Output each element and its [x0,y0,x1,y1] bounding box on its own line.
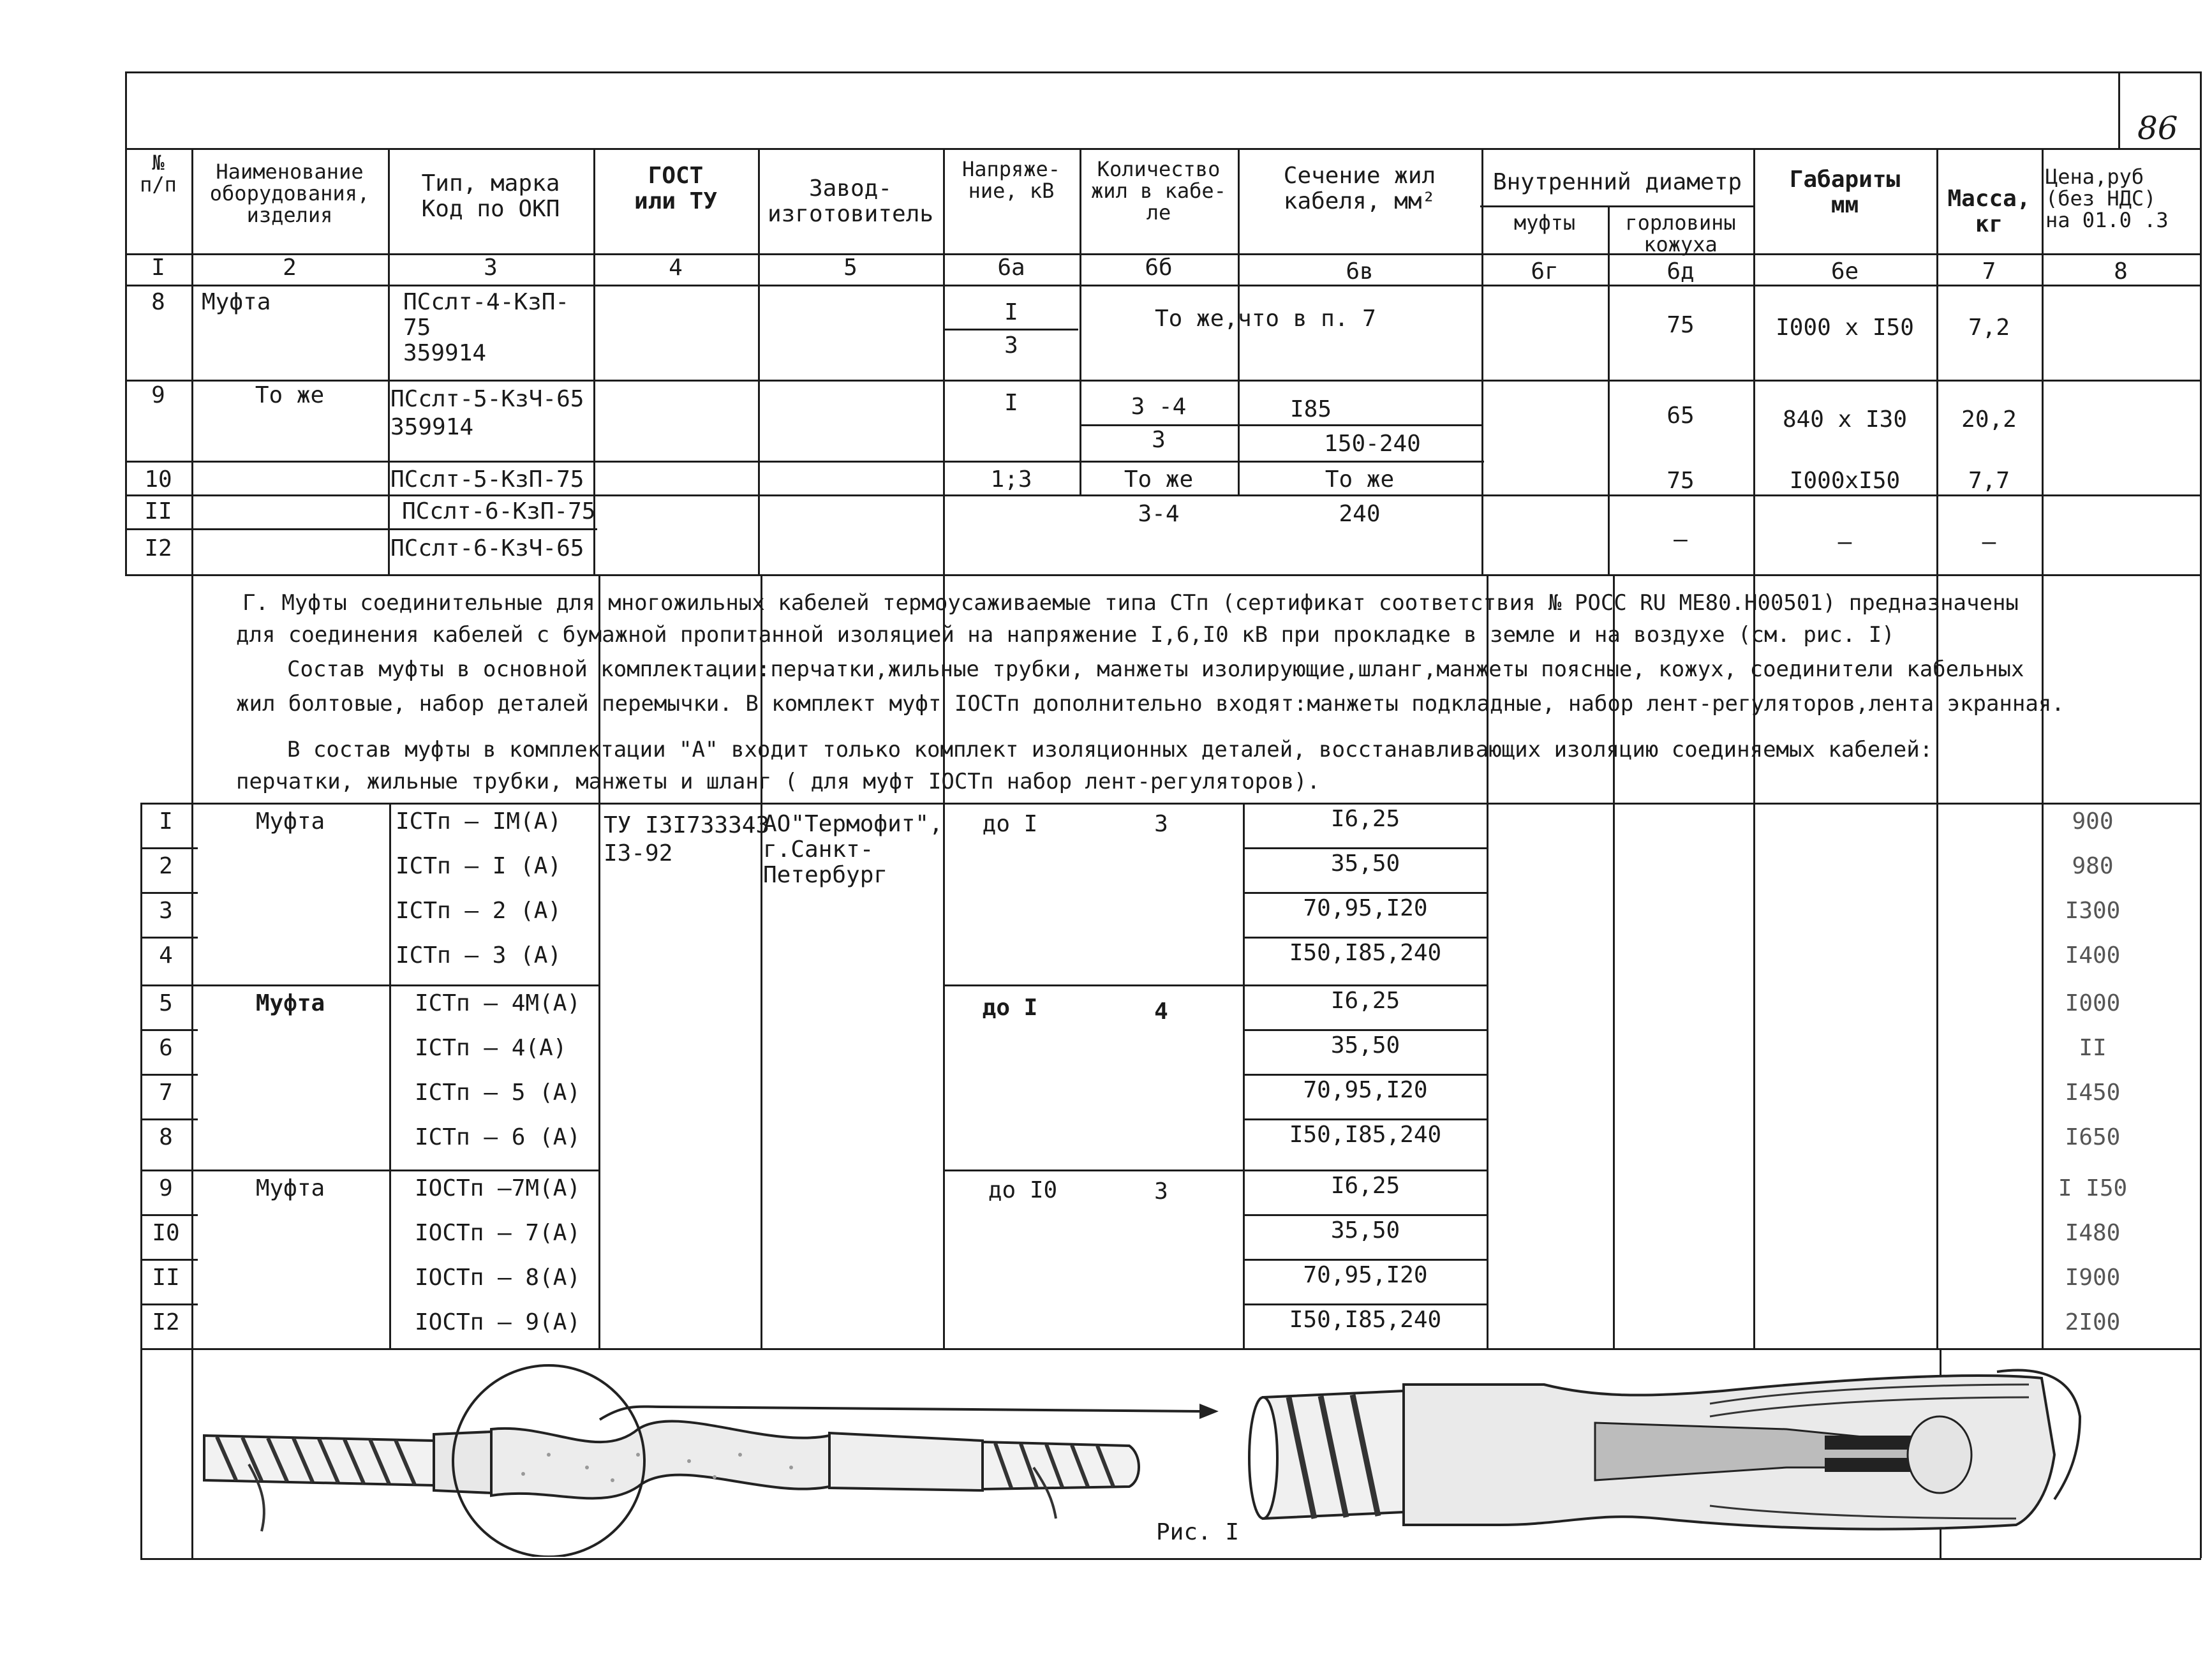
lower-row-name: Муфта [255,990,325,1016]
hline-lr11 [140,1303,198,1305]
page-number: 86 [2137,110,2178,147]
lower-row-section: 70,95,I20 [1303,895,1428,921]
outer-frame-left [125,71,127,149]
r9-section-2: 150-240 [1324,431,1421,457]
r9-dims: 840 x I30 [1782,406,1908,433]
colnum-6a: 6а [997,255,1025,281]
hdr-diam-group: Внутренний диаметр [1492,169,1742,195]
hline-lr3s [1244,937,1487,939]
lower-row-section: I6,25 [1330,988,1400,1014]
hdr-section: Сечение жил кабеля, мм² [1283,163,1436,214]
lower-row-num: 6 [159,1035,173,1061]
lower-row-price: I400 [2065,942,2121,969]
hline-lr2s [1244,892,1487,894]
hdr-num: № п/п [140,151,177,197]
colnum-6b: 6б [1145,255,1173,281]
lower-row-section: 35,50 [1330,1032,1400,1058]
colnum-8: 8 [2114,258,2128,285]
lower-row-price: I900 [2065,1265,2121,1291]
lower-row-price: II [2079,1035,2107,1061]
para-line-2: для соединения кабелей с бумажной пропитанной изоляцией на напряжение I,6,I0 кВ при прокладке в земле и на воздухе (см. рис. I) [236,622,1895,648]
r8-voltage-1: I [1004,299,1018,325]
r8-type: ПСслт-4-КзП- 75 359914 [403,289,570,366]
colnum-6e: 6е [1830,258,1859,285]
lower-row-section: I6,25 [1330,1173,1400,1199]
hdr-type: Тип, марка Код по ОКП [421,170,560,222]
hline-lr6s [1244,1074,1487,1076]
hdr-mass: Масса, кг [1947,186,2031,237]
hline-lr5s [1244,1029,1487,1031]
r11-section: 240 [1339,501,1381,527]
r12-dims: – [1837,529,1852,555]
lower-row-type: IOCTп – 8(А) [415,1265,581,1291]
hline-lr4s [944,984,1487,986]
left-cable-drawing [204,1365,1139,1557]
hline-lr1s [1244,847,1487,849]
r8-voltage-2: 3 [1004,332,1018,359]
lower-row-section: I50,I85,240 [1289,1122,1442,1148]
para-line-3: Состав муфты в основной комплектации:перчатки,жильные трубки, манжеты изолирующие,шланг,манжеты поясные, кожух, соединители кабельных [287,657,2024,682]
colnum-1: I [151,255,165,281]
r12-num: I2 [144,535,172,561]
hline-upper-bottom [125,574,2201,576]
lower-row-type: ICTп – 3 (А) [396,942,562,969]
g1-cores: 3 [1154,811,1168,837]
para-line-4: жил болтовые, набор деталей перемычки. В комплект муфт IOСТп дополнительно входят:манжеты подкладные, набор лент-регуляторов,лента экранная. [236,691,2065,717]
vline-para-left [191,574,193,803]
r12-neck-diam: – [1674,526,1688,553]
colnum-4: 4 [669,255,683,281]
lower-row-num: II [152,1265,180,1291]
hline-group-sub [1480,205,1755,207]
hline-lr5 [140,1029,198,1031]
r9-section-1: I85 [1290,396,1332,422]
r9-cores-1: 3 -4 [1131,394,1187,420]
colnum-6v: 6в [1346,258,1374,285]
lower-row-name: Муфта [255,1175,325,1201]
hdr-diam-mufta: муфты [1513,211,1576,235]
hline-lr2 [140,892,198,894]
lower-row-price: 2I00 [2065,1309,2121,1335]
hline-lr9 [140,1214,198,1216]
r11-cores: 3-4 [1138,501,1180,527]
colnum-5: 5 [843,255,857,281]
lower-row-type: ICTп – 2 (А) [396,898,562,924]
r9-neck-diam: 65 [1666,403,1695,429]
lower-row-type: IOCTп – 7(А) [415,1220,581,1246]
para-line-6: перчатки, жильные трубки, манжеты и шланг ( для муфт IOСТп набор лент-регуляторов). [236,769,1320,794]
g2-cores: 4 [1154,999,1168,1025]
lower-row-num: 2 [159,853,173,879]
lower-row-price: I000 [2065,990,2121,1016]
lower-row-num: 7 [159,1080,173,1106]
vline-pagenum [2118,71,2120,148]
hline-lr4 [140,984,600,986]
hline-row8-mid [944,329,1078,330]
lower-row-type: IOCTп –7М(А) [415,1175,581,1201]
hline-colnum-bottom [125,285,2201,286]
hline-row11-bottom [125,528,597,530]
lower-row-name: Муфта [255,808,325,835]
lower-row-num: I0 [152,1220,180,1246]
g1-voltage: до I [982,811,1038,837]
r9-mass: 20,2 [1961,406,2017,433]
lower-row-type: IOCTп – 9(А) [415,1309,581,1335]
lower-row-type: ICTп – 4М(А) [415,990,581,1016]
r9-name: То же [255,382,325,408]
colnum-6d: 6д [1666,258,1695,285]
lower-row-price: I300 [2065,898,2121,924]
lower-row-section: I6,25 [1330,806,1400,832]
hline-lr6 [140,1074,198,1076]
outer-frame-right [2200,71,2202,1558]
r8-neck-diam: 75 [1666,312,1695,338]
r9-num: 9 [151,382,165,408]
lower-row-type: ICTп – IМ(А) [396,808,562,835]
hdr-cores: Количество жил в кабе- ле [1091,157,1226,225]
hline-lr8s [944,1170,1487,1171]
lower-gost: ТУ I3I733343 I3-92 [604,812,770,866]
figure-caption: Рис. I [1156,1519,1240,1545]
hline-row10-bottom [125,494,2201,496]
outer-frame-top [125,71,2201,73]
r10-neck-diam: 75 [1666,468,1695,494]
hdr-name: Наименование оборудования, изделия [209,160,370,227]
para-line-5: В состав муфты в комплектации "А" входит только комплект изоляционных деталей, восстанавливающих изоляцию соединяемых кабелей: [287,737,1933,762]
hline-lr10 [140,1259,198,1261]
lower-row-type: ICTп – I (А) [396,853,562,879]
lower-row-price: I450 [2065,1080,2121,1106]
r11-num: II [144,498,172,524]
lower-row-num: I [159,808,173,835]
r10-num: 10 [144,466,172,493]
lower-row-num: 3 [159,898,173,924]
r10-mass: 7,7 [1968,468,2010,494]
lower-row-num: 8 [159,1124,173,1150]
para-line-1: Г. Муфты соединительные для многожильных кабелей термоусаживаемые типа СТп (сертификат соответствия № РОСС RU МЕ80.Н00501) предназначены [242,590,2019,616]
lower-row-num: I2 [152,1309,180,1335]
r9-type: ПСслт-5-КзЧ-65 359914 [390,386,584,440]
lower-row-type: ICTп – 6 (А) [415,1124,581,1150]
hdr-price: Цена,руб (без НДС) на 01.0 .3 [2045,166,2169,231]
g3-voltage: до I0 [988,1177,1058,1203]
cutaway-drawing [1249,1370,2080,1529]
r10-cores: То же [1124,466,1194,493]
vline-6 [943,148,945,574]
colnum-7: 7 [1982,258,1996,285]
r8-mass: 7,2 [1968,315,2010,341]
lower-row-price: I650 [2065,1124,2121,1150]
r9-cores-2: 3 [1152,427,1166,453]
lower-row-section: 70,95,I20 [1303,1262,1428,1288]
colnum-2: 2 [283,255,297,281]
r8-name: Муфта [202,289,271,315]
lower-row-section: 35,50 [1330,1217,1400,1244]
lower-row-price: 900 [2072,808,2114,835]
lower-row-price: I480 [2065,1220,2121,1246]
hline-lr9s [1244,1214,1487,1216]
r12-type: ПСслт-6-КзЧ-65 [390,535,584,561]
hdr-gost: ГОСТ или ТУ [634,163,718,214]
r11-type: ПСслт-6-КзП-75 [402,498,596,524]
r8-same-as: То же,что в п. 7 [1155,306,1376,332]
lower-row-section: I50,I85,240 [1289,940,1442,966]
hline-header-top [125,148,2201,150]
hline-lr1 [140,847,198,849]
r8-dims: I000 x I50 [1776,315,1914,341]
vline-13 [2042,148,2044,574]
hline-lr7s [1244,1118,1487,1120]
lower-row-num: 4 [159,942,173,969]
hline-row8-bottom [125,380,2201,382]
g2-voltage: до I [982,995,1038,1021]
hline-lower-bottom [140,1348,2201,1350]
r10-voltage: 1;3 [990,466,1032,493]
hline-lr11s [1244,1303,1487,1305]
hline-lr10s [1244,1259,1487,1261]
lower-row-type: ICTп – 4(А) [415,1035,567,1061]
lower-row-num: 9 [159,1175,173,1201]
hdr-diam-neck: горловины кожуха [1625,211,1736,256]
hline-lr8 [140,1170,600,1171]
hline-figure-bottom [140,1558,2201,1560]
hline-row9-bottom [125,461,1484,463]
hline-lr7 [140,1118,198,1120]
hdr-dims: Габариты мм [1789,167,1901,218]
g3-cores: 3 [1154,1178,1168,1205]
r10-dims: I000xI50 [1789,468,1901,494]
lower-row-section: I50,I85,240 [1289,1307,1442,1333]
lower-row-type: ICTп – 5 (А) [415,1080,581,1106]
r8-num: 8 [151,289,165,315]
hdr-voltage: Напряже- ние, кВ [961,157,1061,203]
lower-maker: АО"Термофит", г.Санкт- Петербург [763,811,943,888]
lower-row-section: 70,95,I20 [1303,1077,1428,1103]
lower-row-price: I I50 [2058,1175,2128,1201]
lower-row-price: 980 [2072,853,2114,879]
lower-row-section: 35,50 [1330,850,1400,877]
colnum-3: 3 [484,255,498,281]
hline-row9-mid [1081,424,1483,426]
hline-lower-top [140,803,2201,805]
colnum-6g: 6г [1531,258,1559,285]
r10-type: ПСслт-5-КзП-75 [390,466,584,493]
arrow-drawing [600,1404,1219,1420]
r9-voltage: I [1004,390,1018,416]
lower-row-num: 5 [159,990,173,1016]
vline-lower-2 [389,803,391,1348]
hline-lr3 [140,937,198,939]
hdr-maker: Завод- изготовитель [767,175,934,227]
r10-section: То же [1325,466,1395,493]
r12-mass: – [1982,529,1996,555]
